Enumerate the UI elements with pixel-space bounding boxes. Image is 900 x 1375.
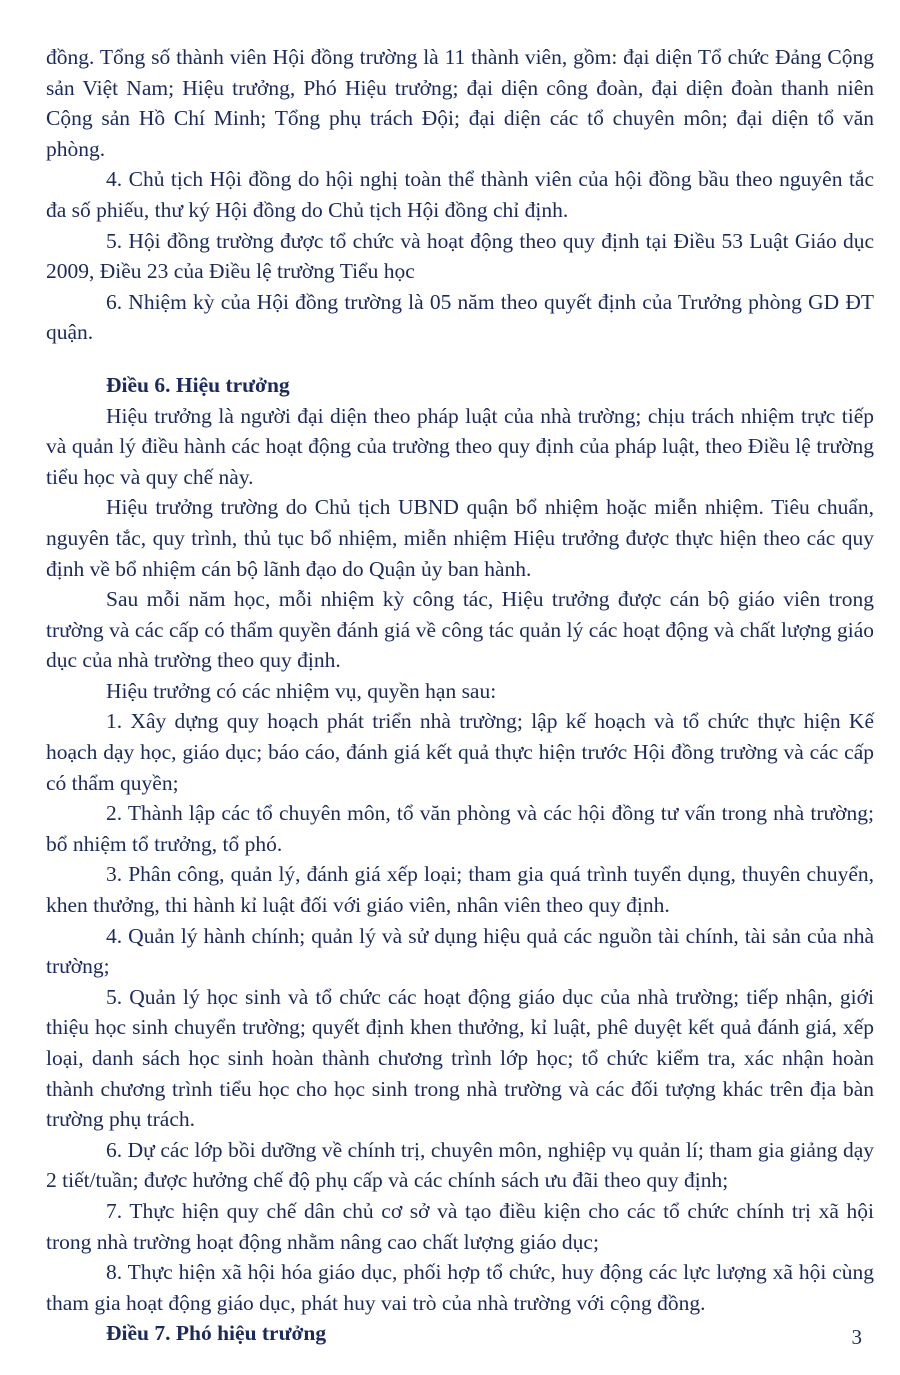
list-item-duty-3: 3. Phân công, quản lý, đánh giá xếp loại; tham gia quá trình tuyển dụng, thuyên chuyển, khen thưởng, thi hành kỉ luật đối với giáo viên, nhân viên theo quy định. bbox=[46, 862, 874, 918]
document-page bbox=[46, 42, 874, 1349]
paragraph-item-6: 6. Nhiệm kỳ của Hội đồng trường là 05 năm theo quyết định của Trưởng phòng GD ĐT quận. bbox=[46, 289, 874, 345]
paragraph-principal-appointment: Hiệu trưởng trường do Chủ tịch UBND quận bổ nhiệm hoặc miễn nhiệm. Tiêu chuẩn, nguyên tắc, quy trình, thủ tục bổ nhiệm, miễn nhiệm Hiệu trưởng được thực hiện theo các quy định về bổ nhiệm cán bộ lãnh đạo do Quận ủy ban hành. bbox=[46, 495, 874, 581]
paragraph-principal-role: Hiệu trưởng là người đại diện theo pháp luật của nhà trường; chịu trách nhiệm trực tiếp và quản lý điều hành các hoạt động của trường theo quy định của pháp luật, theo Điều lệ trường tiểu học và quy chế này. bbox=[46, 403, 874, 489]
paragraph-duties-intro: Hiệu trưởng có các nhiệm vụ, quyền hạn sau: bbox=[106, 678, 497, 703]
list-item-duty-8: 8. Thực hiện xã hội hóa giáo dục, phối hợp tổ chức, huy động các lực lượng xã hội cùng tham gia hoạt động giáo dục, phát huy vai trò của nhà trường với cộng đồng. bbox=[46, 1260, 874, 1315]
list-item-duty-4: 4. Quản lý hành chính; quản lý và sử dụng hiệu quả các nguồn tài chính, tài sản của nhà trường; bbox=[46, 923, 874, 979]
paragraph-principal-evaluation: Sau mỗi năm học, mỗi nhiệm kỳ công tác, Hiệu trưởng được cán bộ giáo viên trong trường và các cấp có thẩm quyền đánh giá về công tác quản lý các hoạt động và chất lượng giáo dục của nhà trường theo quy định. bbox=[46, 587, 874, 673]
section-heading-article-7: Điều 7. Phó hiệu trưởng bbox=[106, 1321, 327, 1346]
list-item-duty-2: 2. Thành lập các tổ chuyên môn, tổ văn phòng và các hội đồng tư vấn trong nhà trường; bổ nhiệm tổ trưởng, tổ phó. bbox=[46, 801, 874, 856]
list-item-duty-1: 1. Xây dựng quy hoạch phát triển nhà trường; lập kế hoạch và tổ chức thực hiện Kế hoạch dạy học, giáo dục; báo cáo, đánh giá kết quả thực hiện trước Hội đồng trường và các cấp có thẩm quyền; bbox=[46, 709, 874, 795]
list-item-duty-7: 7. Thực hiện quy chế dân chủ cơ sở và tạo điều kiện cho các tổ chức chính trị xã hội trong nhà trường hoạt động nhằm nâng cao chất lượng giáo dục; bbox=[46, 1198, 874, 1254]
list-item-duty-6: 6. Dự các lớp bồi dưỡng về chính trị, chuyên môn, nghiệp vụ quản lí; tham gia giảng dạy 2 tiết/tuần; được hưởng chế độ phụ cấp và các chính sách ưu đãi theo quy định; bbox=[46, 1137, 874, 1193]
list-item-duty-5: 5. Quản lý học sinh và tổ chức các hoạt động giáo dục của nhà trường; tiếp nhận, giới thiệu học sinh chuyển trường; quyết định khen thưởng, kỉ luật, phê duyệt kết quả đánh giá, xếp loại, danh sách học sinh hoàn thành chương trình lớp học; tổ chức kiểm tra, xác nhận hoàn thành chương trình tiểu học cho học sinh trong nhà trường và các đối tượng khác trên địa bàn trường phụ trách. bbox=[46, 984, 874, 1132]
paragraph-council-members: đồng. Tổng số thành viên Hội đồng trường là 11 thành viên, gồm: đại diện Tổ chức Đảng Cộng sản Việt Nam; Hiệu trưởng, Phó Hiệu trưởng; đại diện công đoàn, đại diện đoàn thanh niên Cộng sản Hồ Chí Minh; Tổng phụ trách Đội; đại diện các tổ chuyên môn; đại diện tổ văn phòng. bbox=[46, 45, 874, 161]
paragraph-item-5: 5. Hội đồng trường được tổ chức và hoạt động theo quy định tại Điều 53 Luật Giáo dục 2009, Điều 23 của Điều lệ trường Tiểu học bbox=[46, 228, 874, 284]
paragraph-item-4: 4. Chủ tịch Hội đồng do hội nghị toàn thể thành viên của hội đồng bầu theo nguyên tắc đa số phiếu, thư ký Hội đồng do Chủ tịch Hội đồng chỉ định. bbox=[46, 167, 874, 222]
section-heading-article-6: Điều 6. Hiệu trưởng bbox=[106, 372, 290, 397]
page-number: 3 bbox=[851, 1325, 862, 1349]
